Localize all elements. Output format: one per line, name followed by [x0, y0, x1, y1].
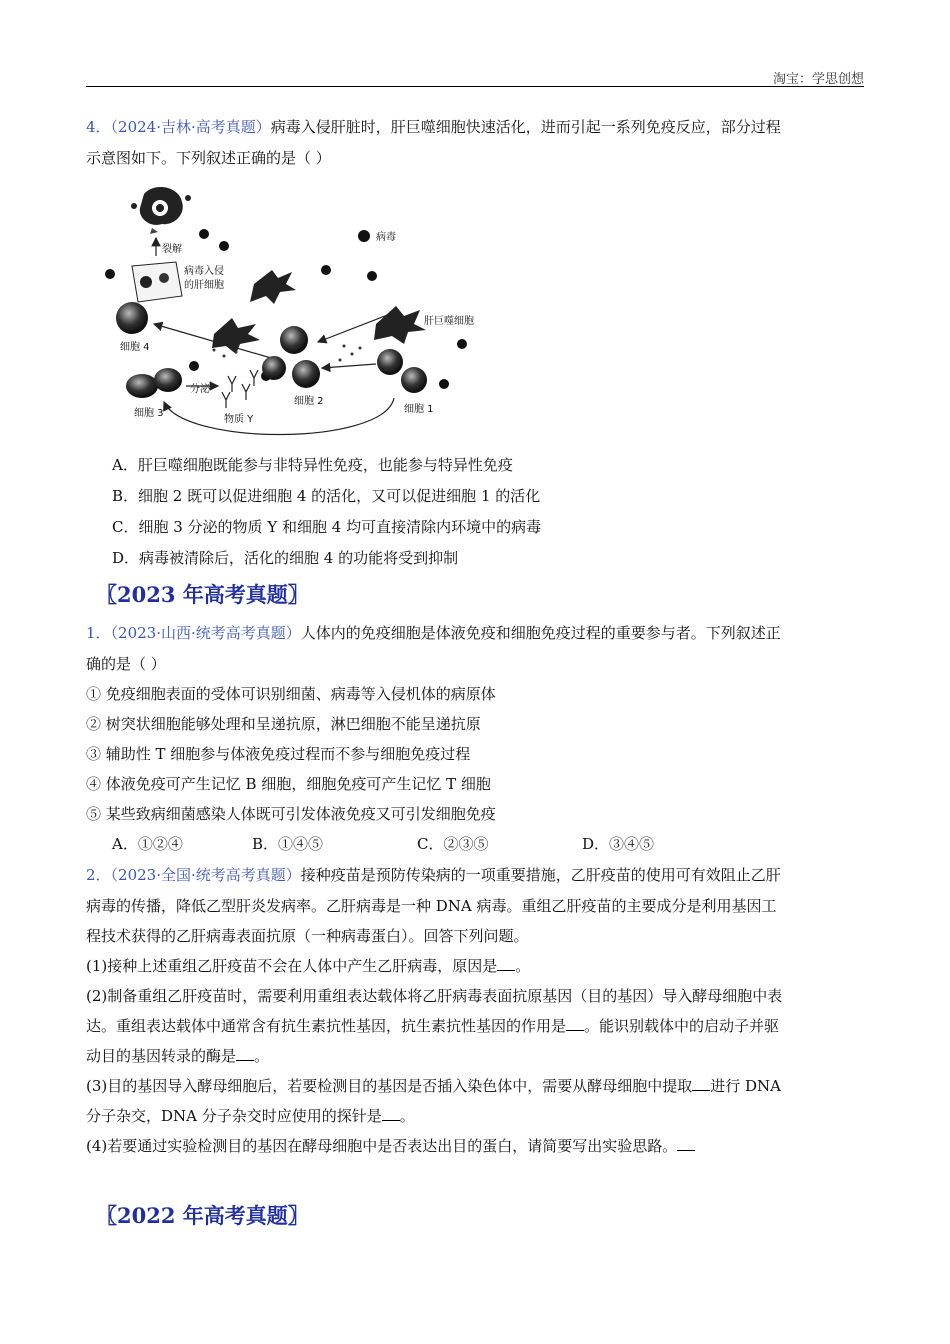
q1-number: 1． [86, 624, 111, 642]
label-substance-y: 物质 Y [224, 414, 254, 425]
cell-3-icon [126, 374, 158, 398]
section-heading-2022: 〖2022 年高考真题〗 [96, 1203, 309, 1228]
q2-part-3-text-d: 。 [399, 1107, 415, 1125]
q2-part-3-text-a: (3)目的基因导入酵母细胞后，若要检测目的基因是否插入染色体中，需要从酵母细胞中提取 [86, 1077, 693, 1095]
answer-blank [566, 1016, 584, 1031]
label-infected-1: 病毒入侵 [184, 266, 224, 277]
q2-part-2-text-b: 达。重组表达载体中通常含有抗生素抗性基因，抗生素抗性基因的作用是 [86, 1017, 567, 1035]
q2-part-2-line-3 [86, 1041, 876, 1071]
label-cell-1: 细胞 1 [404, 404, 434, 415]
label-virus: 病毒 [376, 232, 396, 243]
q1-stem-text-1: 人体内的免疫细胞是体液免疫和细胞免疫过程的重要参与者。下列叙述正 [300, 624, 781, 642]
cell1-to-cell2-arrow [322, 364, 376, 368]
q2-part-2-text-e: 。 [254, 1047, 270, 1065]
cell-2-icon [280, 326, 308, 354]
q2-part-4 [86, 1131, 876, 1161]
virus-icon [457, 339, 467, 349]
q4-option-d: D．病毒被清除后，活化的细胞 4 的功能将受到抑制 [112, 549, 459, 567]
header-text: 淘宝：学思创想 [772, 72, 864, 87]
label-cell-3: 细胞 3 [134, 408, 164, 419]
macrophage-icon [212, 318, 260, 354]
q1-item-5: ⑤ 某些致病细菌感染人体既可引发体液免疫又可引发细胞免疫 [86, 805, 496, 823]
q2-part-3-text-c: 分子杂交，DNA 分子杂交时应使用的探针是 [86, 1107, 382, 1125]
virus-icon [439, 379, 449, 389]
q1-options [86, 829, 876, 860]
section-heading-2023: 〖2023 年高考真题〗 [96, 582, 309, 607]
infected-liver-cell-icon [132, 262, 182, 302]
lysed-cell-icon [131, 187, 191, 234]
q2-part-3-line-2 [86, 1101, 876, 1131]
q4-stem-text-1: 病毒入侵肝脏时，肝巨噬细胞快速活化，进而引起一系列免疫反应，部分过程 [270, 118, 781, 136]
virus-icon [367, 271, 377, 281]
q2-stem-text-1: 接种疫苗是预防传染病的一项重要措施，乙肝疫苗的使用可有效阻止乙肝 [300, 866, 781, 884]
virus-icon [199, 229, 209, 239]
q1-item-3: ③ 辅助性 T 细胞参与体液免疫过程而不参与细胞免疫过程 [86, 745, 471, 763]
q2-part-1-text: (1)接种上述重组乙肝疫苗不会在人体中产生乙肝病毒，原因是 [86, 957, 498, 975]
cell-1-icon [401, 367, 427, 393]
virus-icon [105, 269, 115, 279]
q4-stem-line-1 [86, 112, 876, 143]
answer-blank [497, 956, 515, 971]
label-macrophage: 肝巨噬细胞 [424, 316, 474, 327]
q1-option-d: D．③④⑤ [582, 835, 655, 853]
q4-source: （2024·吉林·高考真题） [110, 118, 271, 136]
virus-icon [219, 241, 229, 251]
cell-2-icon [262, 356, 286, 380]
q2-stem-line-1 [86, 860, 876, 891]
q2-stem-line-2: 病毒的传播，降低乙型肝炎发病率。乙肝病毒是一种 DNA 病毒。重组乙肝疫苗的主要成分是利用基因工 [86, 897, 777, 915]
q1-stem-line-2: 确的是（ ） [86, 655, 166, 673]
q4-number: 4． [86, 118, 111, 136]
cell-1-icon [377, 349, 403, 375]
q1-item-4: ④ 体液免疫可产生记忆 B 细胞，细胞免疫可产生记忆 T 细胞 [86, 775, 491, 793]
q1-option-b: B．①④⑤ [252, 835, 324, 853]
q2-source: （2023·全国·统考高考真题） [110, 866, 301, 884]
cell1-to-cell3-arrow [164, 398, 394, 435]
label-cell-2: 细胞 2 [294, 396, 324, 407]
cell-2-icon [292, 360, 320, 388]
macrophage-icon [250, 270, 296, 304]
label-infected-2: 的肝细胞 [184, 280, 224, 291]
q2-part-4-text: (4)若要通过实验检测目的基因在酵母细胞中是否表达出目的蛋白，请简要写出实验思路。 [86, 1137, 678, 1155]
answer-blank [692, 1076, 710, 1091]
virus-particles [105, 229, 467, 389]
q1-item-1: ① 免疫细胞表面的受体可识别细菌、病毒等入侵机体的病原体 [86, 685, 496, 703]
q4-option-a: A．肝巨噬细胞既能参与非特异性免疫，也能参与特异性免疫 [112, 456, 513, 474]
q1-item-2: ② 树突状细胞能够处理和呈递抗原，淋巴细胞不能呈递抗原 [86, 715, 481, 733]
q4-stem-line-2: 示意图如下。下列叙述正确的是（ ） [86, 149, 331, 167]
q4-option-c: C．细胞 3 分泌的物质 Y 和细胞 4 均可直接清除内环境中的病毒 [112, 518, 542, 536]
answer-blank [382, 1106, 400, 1121]
liver-macrophage-icon [374, 306, 426, 344]
cell-4-icon [116, 302, 148, 334]
cell2-to-cell4-arrow [154, 324, 278, 360]
q2-part-3-text-b: 进行 DNA [710, 1077, 782, 1095]
virus-icon [321, 265, 331, 275]
q1-option-c: C．②③⑤ [417, 835, 489, 853]
q1-source: （2023·山西·统考高考真题） [110, 624, 301, 642]
label-lysis: 裂解 [162, 244, 182, 255]
virus-icon [189, 361, 199, 371]
page-header [86, 66, 864, 87]
q2-part-2-text-d: 动目的基因转录的酶是 [86, 1047, 237, 1065]
q2-number: 2． [86, 866, 111, 884]
antibody-icons [222, 370, 258, 408]
diagram-svg [94, 184, 494, 444]
cell-3-icon [154, 368, 182, 392]
q2-part-1 [86, 951, 876, 981]
q2-part-2-line-1: (2)制备重组乙肝疫苗时，需要利用重组表达载体将乙肝病毒表面抗原基因（目的基因）导入酵母细胞中表 [86, 987, 783, 1005]
q2-part-2-line-2 [86, 1011, 876, 1041]
answer-blank [236, 1046, 254, 1061]
immune-response-diagram [94, 184, 494, 444]
q4-option-b: B．细胞 2 既可以促进细胞 4 的活化，又可以促进细胞 1 的活化 [112, 487, 541, 505]
q2-part-2-text-c: 。能识别载体中的启动子并驱 [584, 1017, 780, 1035]
q2-stem-line-3: 程技术获得的乙肝病毒表面抗原（一种病毒蛋白）。回答下列问题。 [86, 927, 529, 945]
q2-part-3-line-1 [86, 1071, 876, 1101]
label-cell-4: 细胞 4 [120, 342, 150, 353]
q2-part-1-end: 。 [515, 957, 531, 975]
answer-blank [677, 1136, 695, 1151]
virus-icon [358, 230, 370, 242]
q1-option-a: A．①②④ [112, 835, 183, 853]
label-secrete: 分泌 [190, 384, 210, 395]
q1-stem-line-1 [86, 618, 876, 649]
document-body [86, 112, 876, 1239]
